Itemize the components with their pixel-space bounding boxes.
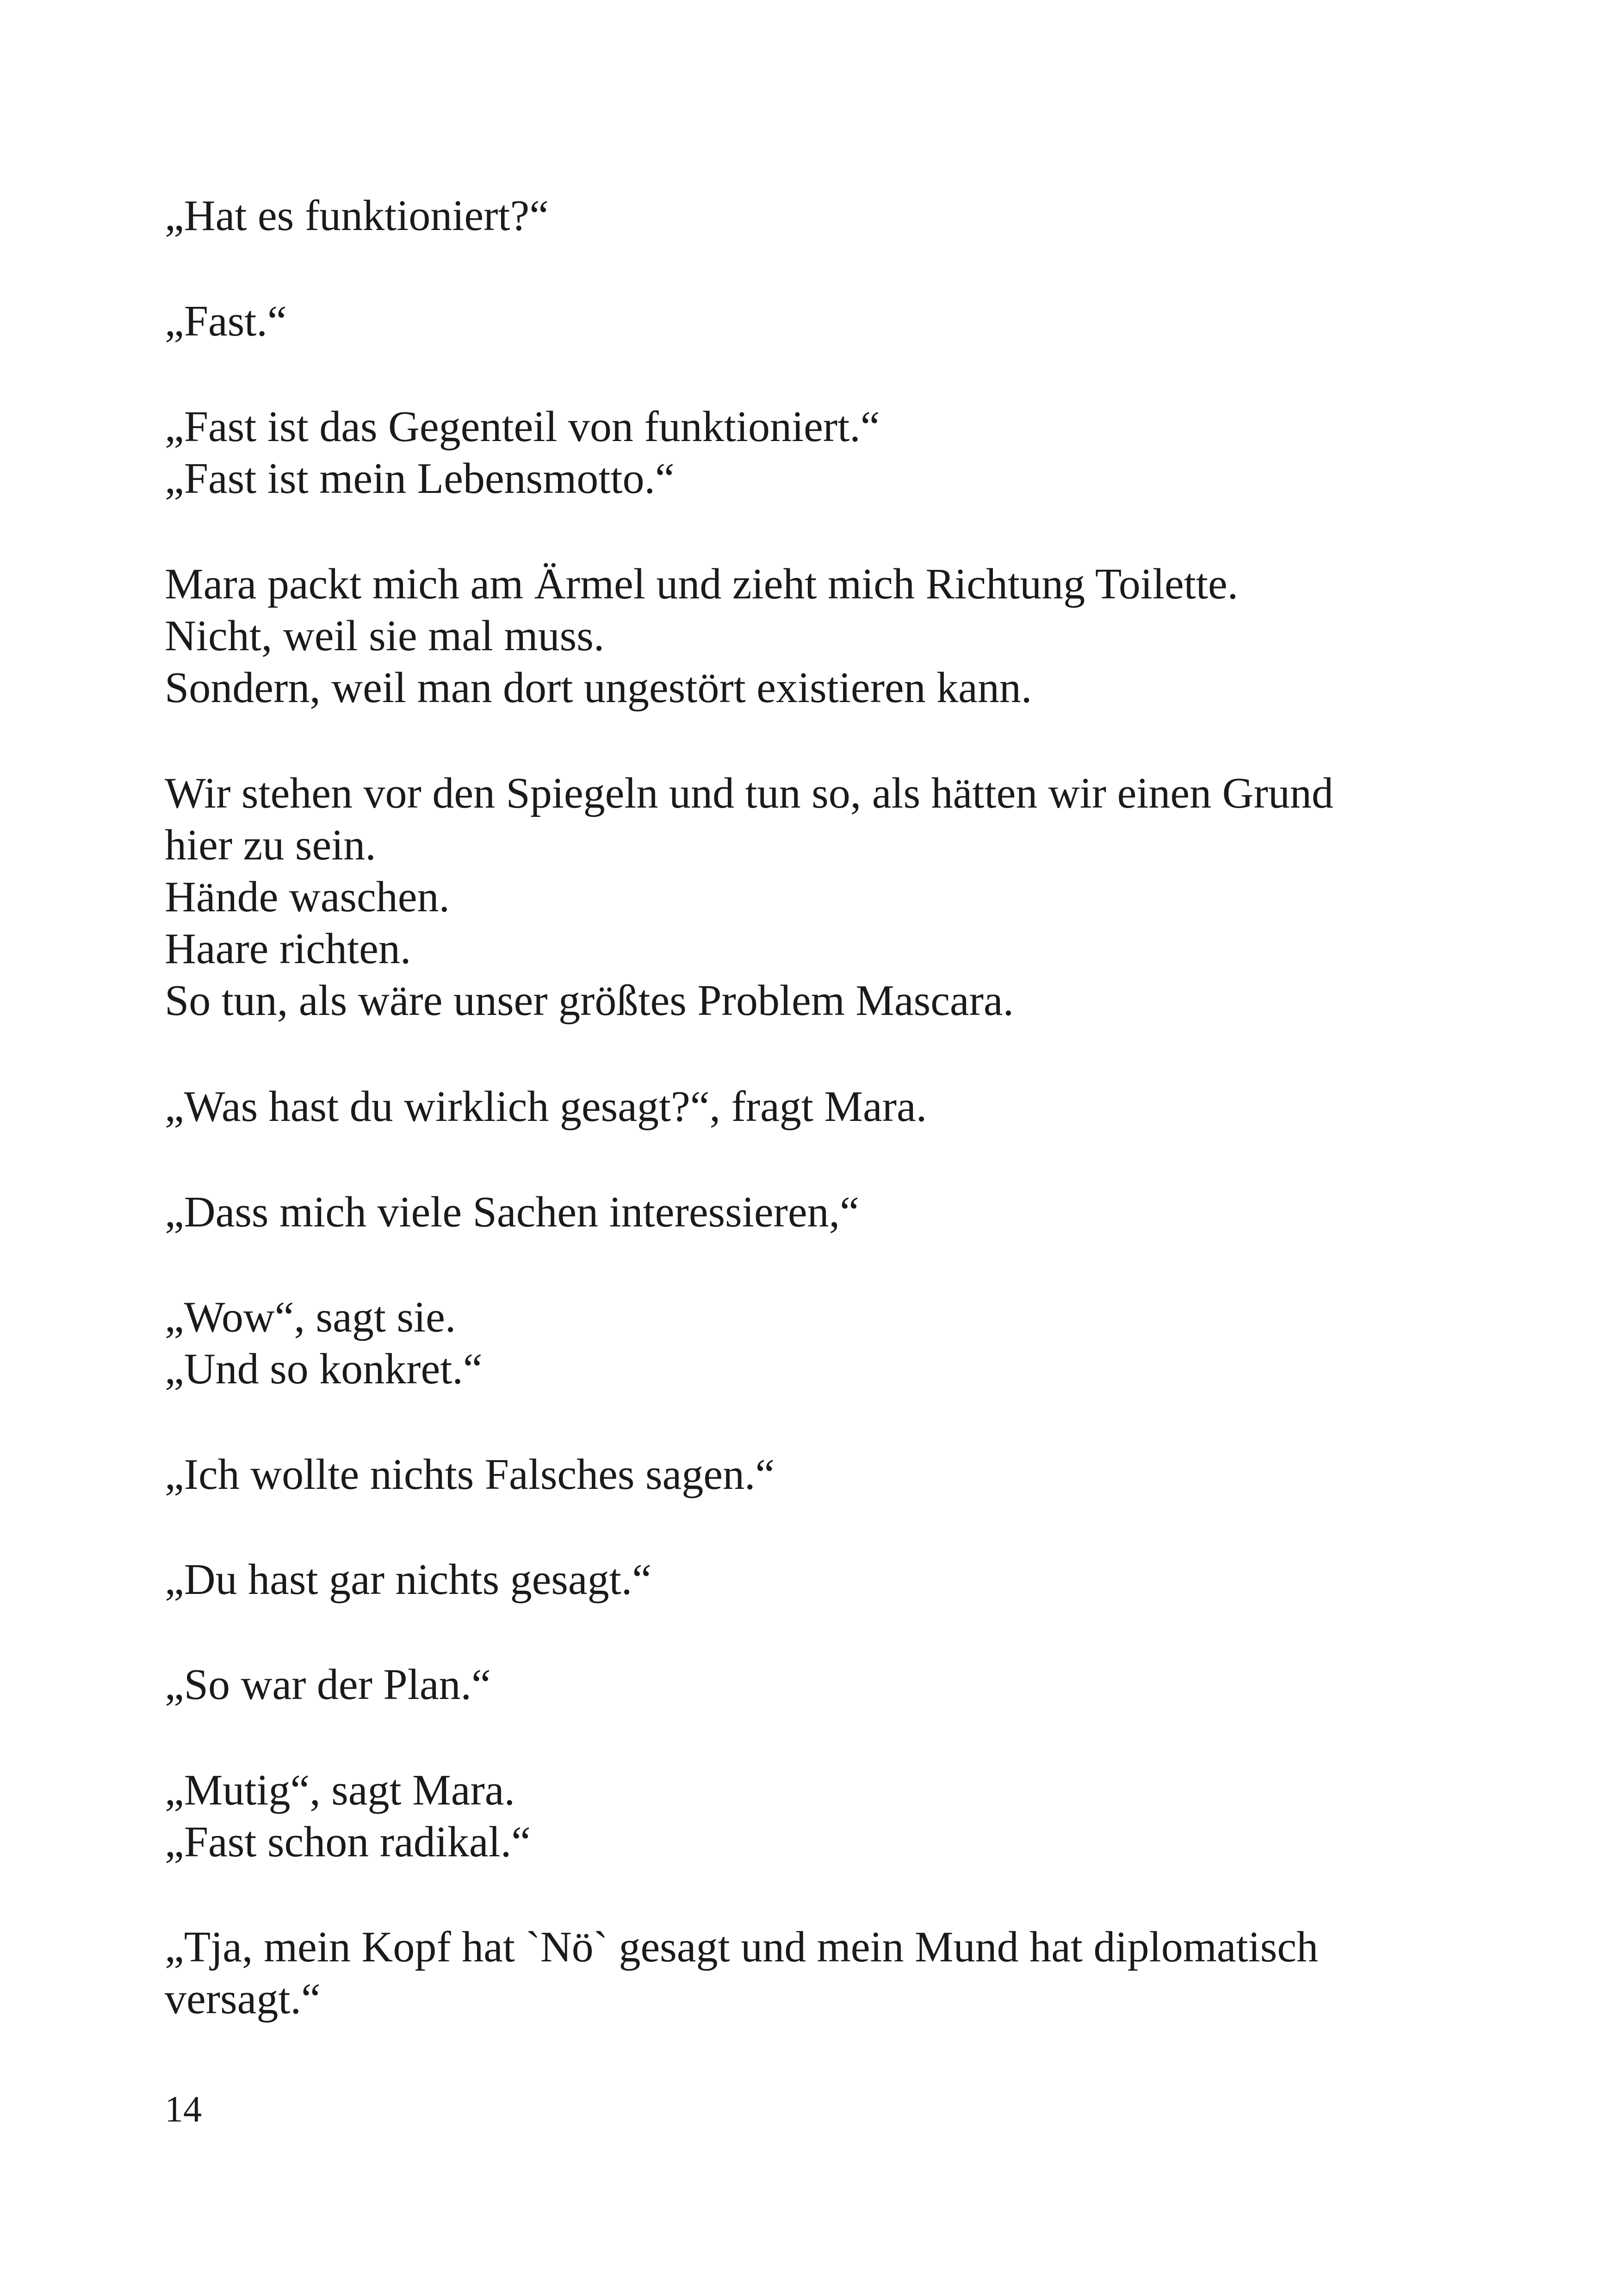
text-line: hier zu sein. <box>165 821 376 869</box>
text-line: „Dass mich viele Sachen interessieren,“ <box>165 1188 859 1236</box>
text-line: „Wow“, sagt sie. <box>165 1293 456 1341</box>
text-line: „Ich wollte nichts Falsches sagen.“ <box>165 1450 775 1499</box>
paragraph <box>165 1659 1506 1711</box>
text-line: „Fast.“ <box>165 297 287 345</box>
text-line: So tun, als wäre unser größtes Problem Mascara. <box>165 977 1014 1025</box>
paragraph <box>165 767 1506 1027</box>
text-line: Mara packt mich am Ärmel und zieht mich Richtung Toilette. <box>165 560 1239 608</box>
text-line: „Hat es funktioniert?“ <box>165 192 549 240</box>
text-line: Sondern, weil man dort ungestört existieren kann. <box>165 664 1032 712</box>
paragraph <box>165 558 1506 714</box>
text-line: „Tja, mein Kopf hat `Nö` gesagt und mein Mund hat diplomatisch <box>165 1923 1319 1971</box>
paragraph <box>165 295 1506 347</box>
paragraph <box>165 1764 1506 1868</box>
text-line: „Fast ist mein Lebensmotto.“ <box>165 454 675 503</box>
text-line: „So war der Plan.“ <box>165 1661 491 1709</box>
text-line: „Fast schon radikal.“ <box>165 1818 531 1866</box>
text-line: „Was hast du wirklich gesagt?“, fragt Mara. <box>165 1083 927 1131</box>
text-line: „Du hast gar nichts gesagt.“ <box>165 1556 651 1604</box>
paragraph <box>165 1554 1506 1605</box>
paragraph <box>165 1186 1506 1238</box>
text-line: „Fast ist das Gegenteil von funktioniert.“ <box>165 403 880 451</box>
page-number: 14 <box>165 2089 202 2130</box>
paragraph <box>165 1081 1506 1132</box>
paragraph <box>165 1449 1506 1500</box>
text-line: Nicht, weil sie mal muss. <box>165 612 605 660</box>
paragraph <box>165 1291 1506 1395</box>
text-line: Hände waschen. <box>165 873 450 921</box>
text-line: „Und so konkret.“ <box>165 1345 483 1393</box>
paragraph <box>165 401 1506 504</box>
text-line: Haare richten. <box>165 925 411 973</box>
paragraph <box>165 190 1506 242</box>
text-line: Wir stehen vor den Spiegeln und tun so, als hätten wir einen Grund <box>165 769 1333 817</box>
paragraph <box>165 1921 1506 2025</box>
text-line: „Mutig“, sagt Mara. <box>165 1766 515 1814</box>
text-line: versagt.“ <box>165 1975 321 2023</box>
